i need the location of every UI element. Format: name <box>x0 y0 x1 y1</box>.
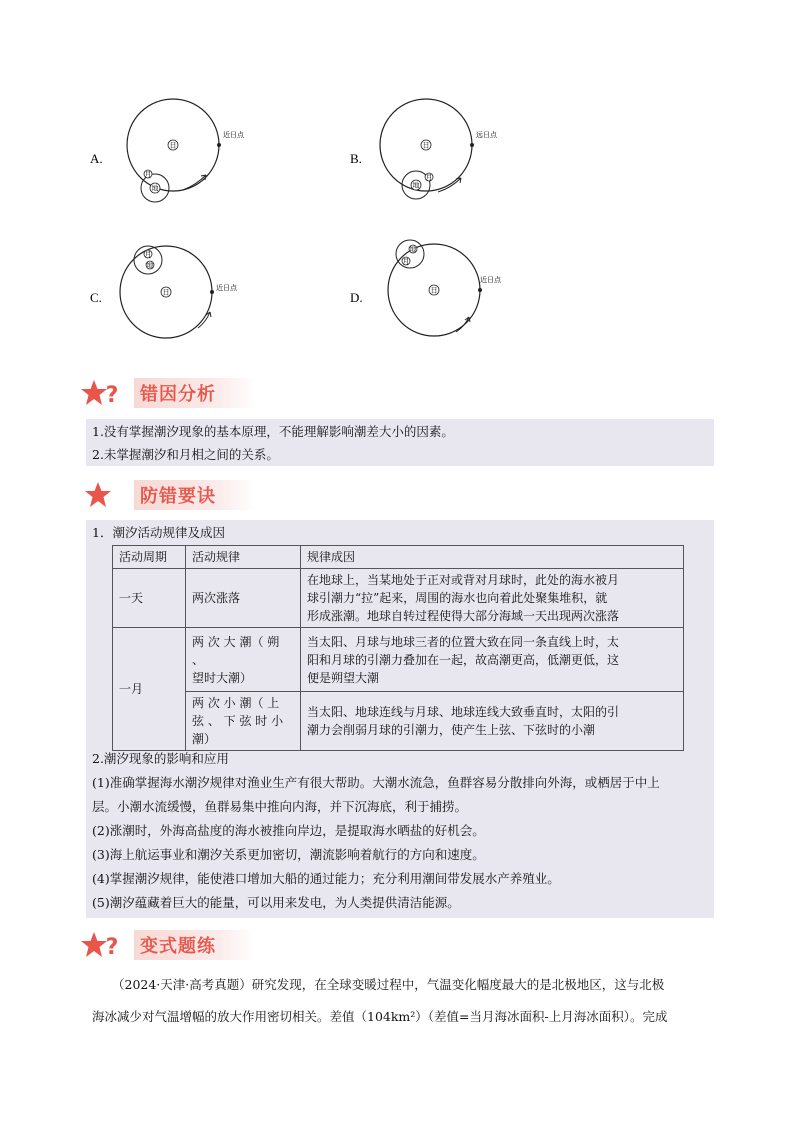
option-b-diagram <box>348 95 508 215</box>
error-item: 1.没有掌握潮汐现象的基本原理，不能理解影响潮差大小的因素。 <box>92 424 454 439</box>
table-cell-cause: 当太阳、月球与地球三者的位置大致在同一条直线上时，太 阳和月球的引潮力叠加在一起，故高潮更高，低潮更低，这 便是朔望大潮 <box>301 628 684 692</box>
moon-icon: 月 <box>425 173 433 182</box>
perihelion-note: 近日点 <box>216 284 237 292</box>
table-header: 规律成因 <box>301 546 684 569</box>
prevention-heading: 1．潮汐活动规律及成因 <box>92 525 225 540</box>
moon-icon: 月 <box>402 257 410 266</box>
svg-text:?: ? <box>105 935 119 960</box>
sun-icon: 日 <box>430 286 438 295</box>
section-practice <box>80 928 256 962</box>
section-title: 防错要诀 <box>134 480 256 510</box>
sun-icon: 日 <box>169 141 177 150</box>
option-label: A. <box>90 151 103 166</box>
prevention-item: (5)潮汐蕴藏着巨大的能量，可以用来发电，为人类提供清洁能源。 <box>92 895 460 910</box>
prevention-item: (4)掌握潮汐规律，能使港口增加大船的通过能力；充分利用潮间带发展水产养殖业。 <box>92 871 560 886</box>
svg-text:?: ? <box>105 383 119 408</box>
table-header: 活动周期 <box>113 546 186 569</box>
option-a-diagram <box>88 95 248 215</box>
star-icon <box>80 480 126 510</box>
option-label: C. <box>90 290 102 305</box>
option-d-diagram <box>348 232 508 352</box>
moon-icon: 月 <box>144 170 152 179</box>
section-prevention <box>80 478 256 512</box>
section-title: 变式题练 <box>134 930 256 960</box>
table-cell-cause: 当太阳、地球连线与月球、地球连线大致垂直时，太阳的引 潮力会削弱月球的引潮力，使产生上弦、下弦时的小潮 <box>301 692 684 751</box>
table-cell-period: 一月 <box>113 628 186 751</box>
option-c-diagram <box>88 232 248 352</box>
earth-icon: 地 <box>146 261 154 270</box>
tide-table <box>112 545 684 751</box>
practice-text: （2024·天津·高考真题）研究发现，在全球变暖过程中，气温变化幅度最大的是北极地区，这与北极 <box>112 977 665 992</box>
prevention-item: 层。小潮水流缓慢，鱼群易集中推向内海，并下沉海底，利于捕捞。 <box>92 799 468 814</box>
sun-icon: 日 <box>422 141 430 150</box>
moon-icon: 月 <box>144 250 152 259</box>
option-label: D. <box>350 290 363 305</box>
table-cell-rule: 两 次 小 潮（ 上 弦 、 下 弦 时 小 潮） <box>186 692 301 751</box>
earth-icon: 地 <box>151 184 159 193</box>
star-question-icon <box>80 378 126 408</box>
prevention-item: (1)准确掌握海水潮汐规律对渔业生产有很大帮助。大潮水流急，鱼群容易分散排向外海，或栖居于中上 <box>92 775 660 790</box>
practice-text: 海冰减少对气温增幅的放大作用密切相关。差值（104km²）（差值=当月海冰面积-上月海冰面积）。完成 <box>92 1009 668 1024</box>
aphelion-note: 远日点 <box>476 131 497 139</box>
earth-icon: 地 <box>409 245 417 254</box>
sun-icon: 日 <box>162 288 170 297</box>
section-title: 错因分析 <box>134 378 256 408</box>
table-cell-cause: 在地球上，当某地处于正对或背对月球时，此处的海水被月 球引潮力“拉”起来，周围的海水也向着此处聚集堆积，就 形成涨潮。地球自转过程使得大部分海域一天出现两次涨落 <box>301 569 684 628</box>
perihelion-note: 近日点 <box>480 276 501 284</box>
section-error-analysis <box>80 376 256 410</box>
table-cell-period: 一天 <box>113 569 186 628</box>
table-cell-rule: 两 次 大 潮（ 朔 、 望时大潮） <box>186 628 301 692</box>
prevention-item: (2)涨潮时，外海高盐度的海水被推向岸边，是提取海水晒盐的好机会。 <box>92 823 485 838</box>
earth-icon: 地 <box>412 181 420 190</box>
prevention-item: (3)海上航运事业和潮汐关系更加密切，潮流影响着航行的方向和速度。 <box>92 847 485 862</box>
table-header: 活动规律 <box>186 546 301 569</box>
star-question-icon <box>80 930 126 960</box>
perihelion-note: 近日点 <box>223 131 244 139</box>
error-item: 2.未掌握潮汐和月相之间的关系。 <box>92 447 279 462</box>
prevention-heading: 2.潮汐现象的影响和应用 <box>92 751 229 766</box>
table-cell-rule: 两次涨落 <box>186 569 301 628</box>
option-label: B. <box>350 151 362 166</box>
